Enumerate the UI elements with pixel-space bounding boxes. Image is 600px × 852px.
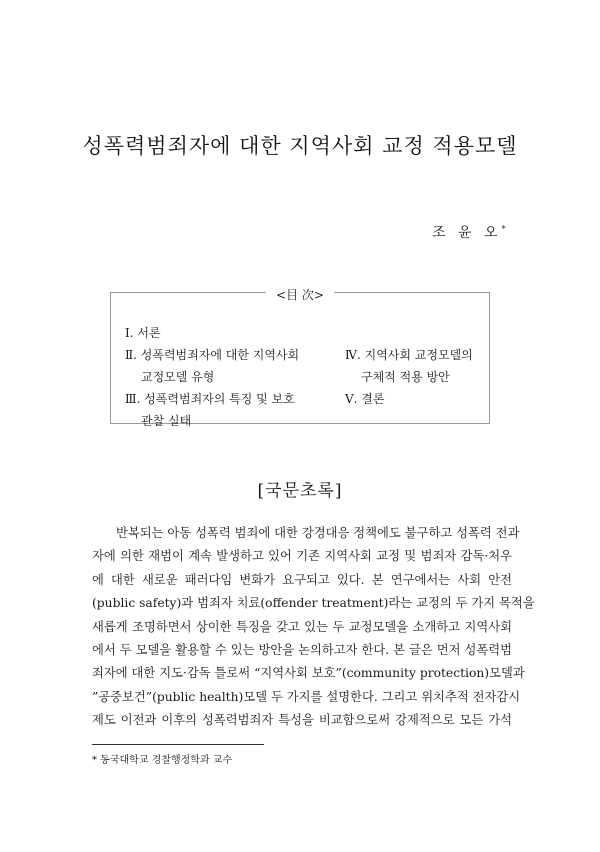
abstract-line: 제도 이전과 이후의 성폭력범죄자 특성을 비교함으로써 강제적으로 모든 가석 [92, 713, 512, 728]
toc-item-line: 구체적 적용 방안 [361, 370, 450, 384]
abstract-line: 자에 의한 재범이 계속 발생하고 있어 기존 지역사회 교정 및 범죄자 감독·처우 [92, 549, 512, 564]
abstract-line: 죄자에 대한 지도·감독 틀로써 “지역사회 보호”(community protection)모델과 [92, 666, 525, 681]
toc-heading-text: <目 次> [266, 288, 334, 302]
toc-item-conclusion [345, 388, 384, 410]
toc-item-line: Ⅴ. 결론 [345, 392, 385, 406]
author-name [432, 222, 505, 242]
abstract-heading: [국문초록] [257, 481, 343, 501]
toc-item-application [345, 344, 473, 388]
paper-title: 성폭력범죄자에 대한 지역사회 교정 적용모델 [82, 134, 518, 158]
table-of-contents [110, 288, 490, 428]
author-name-text: 조 윤 오 [432, 225, 502, 241]
footnote-divider [92, 744, 264, 745]
toc-item-line: Ⅱ. 성폭력범죄자에 대한 지역사회 [125, 348, 300, 362]
toc-item-line: 교정모델 유형 [141, 370, 215, 384]
abstract-line: ”공중보건”(public health)모델 두 가지를 설명한다. 그리고 위치추적 전자감시 [92, 689, 521, 704]
toc-item-line: Ⅰ. 서론 [125, 326, 161, 340]
author-footnote-marker: * [501, 224, 506, 234]
toc-item-models [125, 344, 299, 388]
toc-item-characteristics [125, 388, 295, 432]
toc-item-line: Ⅳ. 지역사회 교정모델의 [345, 348, 473, 362]
abstract-line: (public safety)과 범죄자 치료(offender treatment)라는 교정의 두 가지 목적을 [92, 596, 535, 611]
abstract-line: 반복되는 아동 성폭력 범죄에 대한 강경대응 정책에도 불구하고 성폭력 전과 [116, 526, 520, 540]
toc-item-intro [125, 322, 161, 344]
author-affiliation-footnote: * 동국대학교 경찰행정학과 교수 [92, 755, 233, 766]
abstract-line: 에 대한 새로운 패러다임 변화가 요구되고 있다. 본 연구에서는 사회 안전 [92, 572, 512, 587]
abstract-body [92, 522, 535, 733]
abstract-line: 에서 두 모델을 활용할 수 있는 방안을 논의하고자 한다. 본 글은 먼저 성폭력범 [92, 643, 512, 658]
toc-heading [111, 284, 489, 303]
toc-item-line: 관찰 실태 [141, 414, 192, 428]
toc-item-line: Ⅲ. 성폭력범죄자의 특징 및 보호 [125, 392, 295, 406]
abstract-line: 새롭게 조명하면서 상이한 특징을 갖고 있는 두 교정모델을 소개하고 지역사회 [92, 619, 512, 634]
